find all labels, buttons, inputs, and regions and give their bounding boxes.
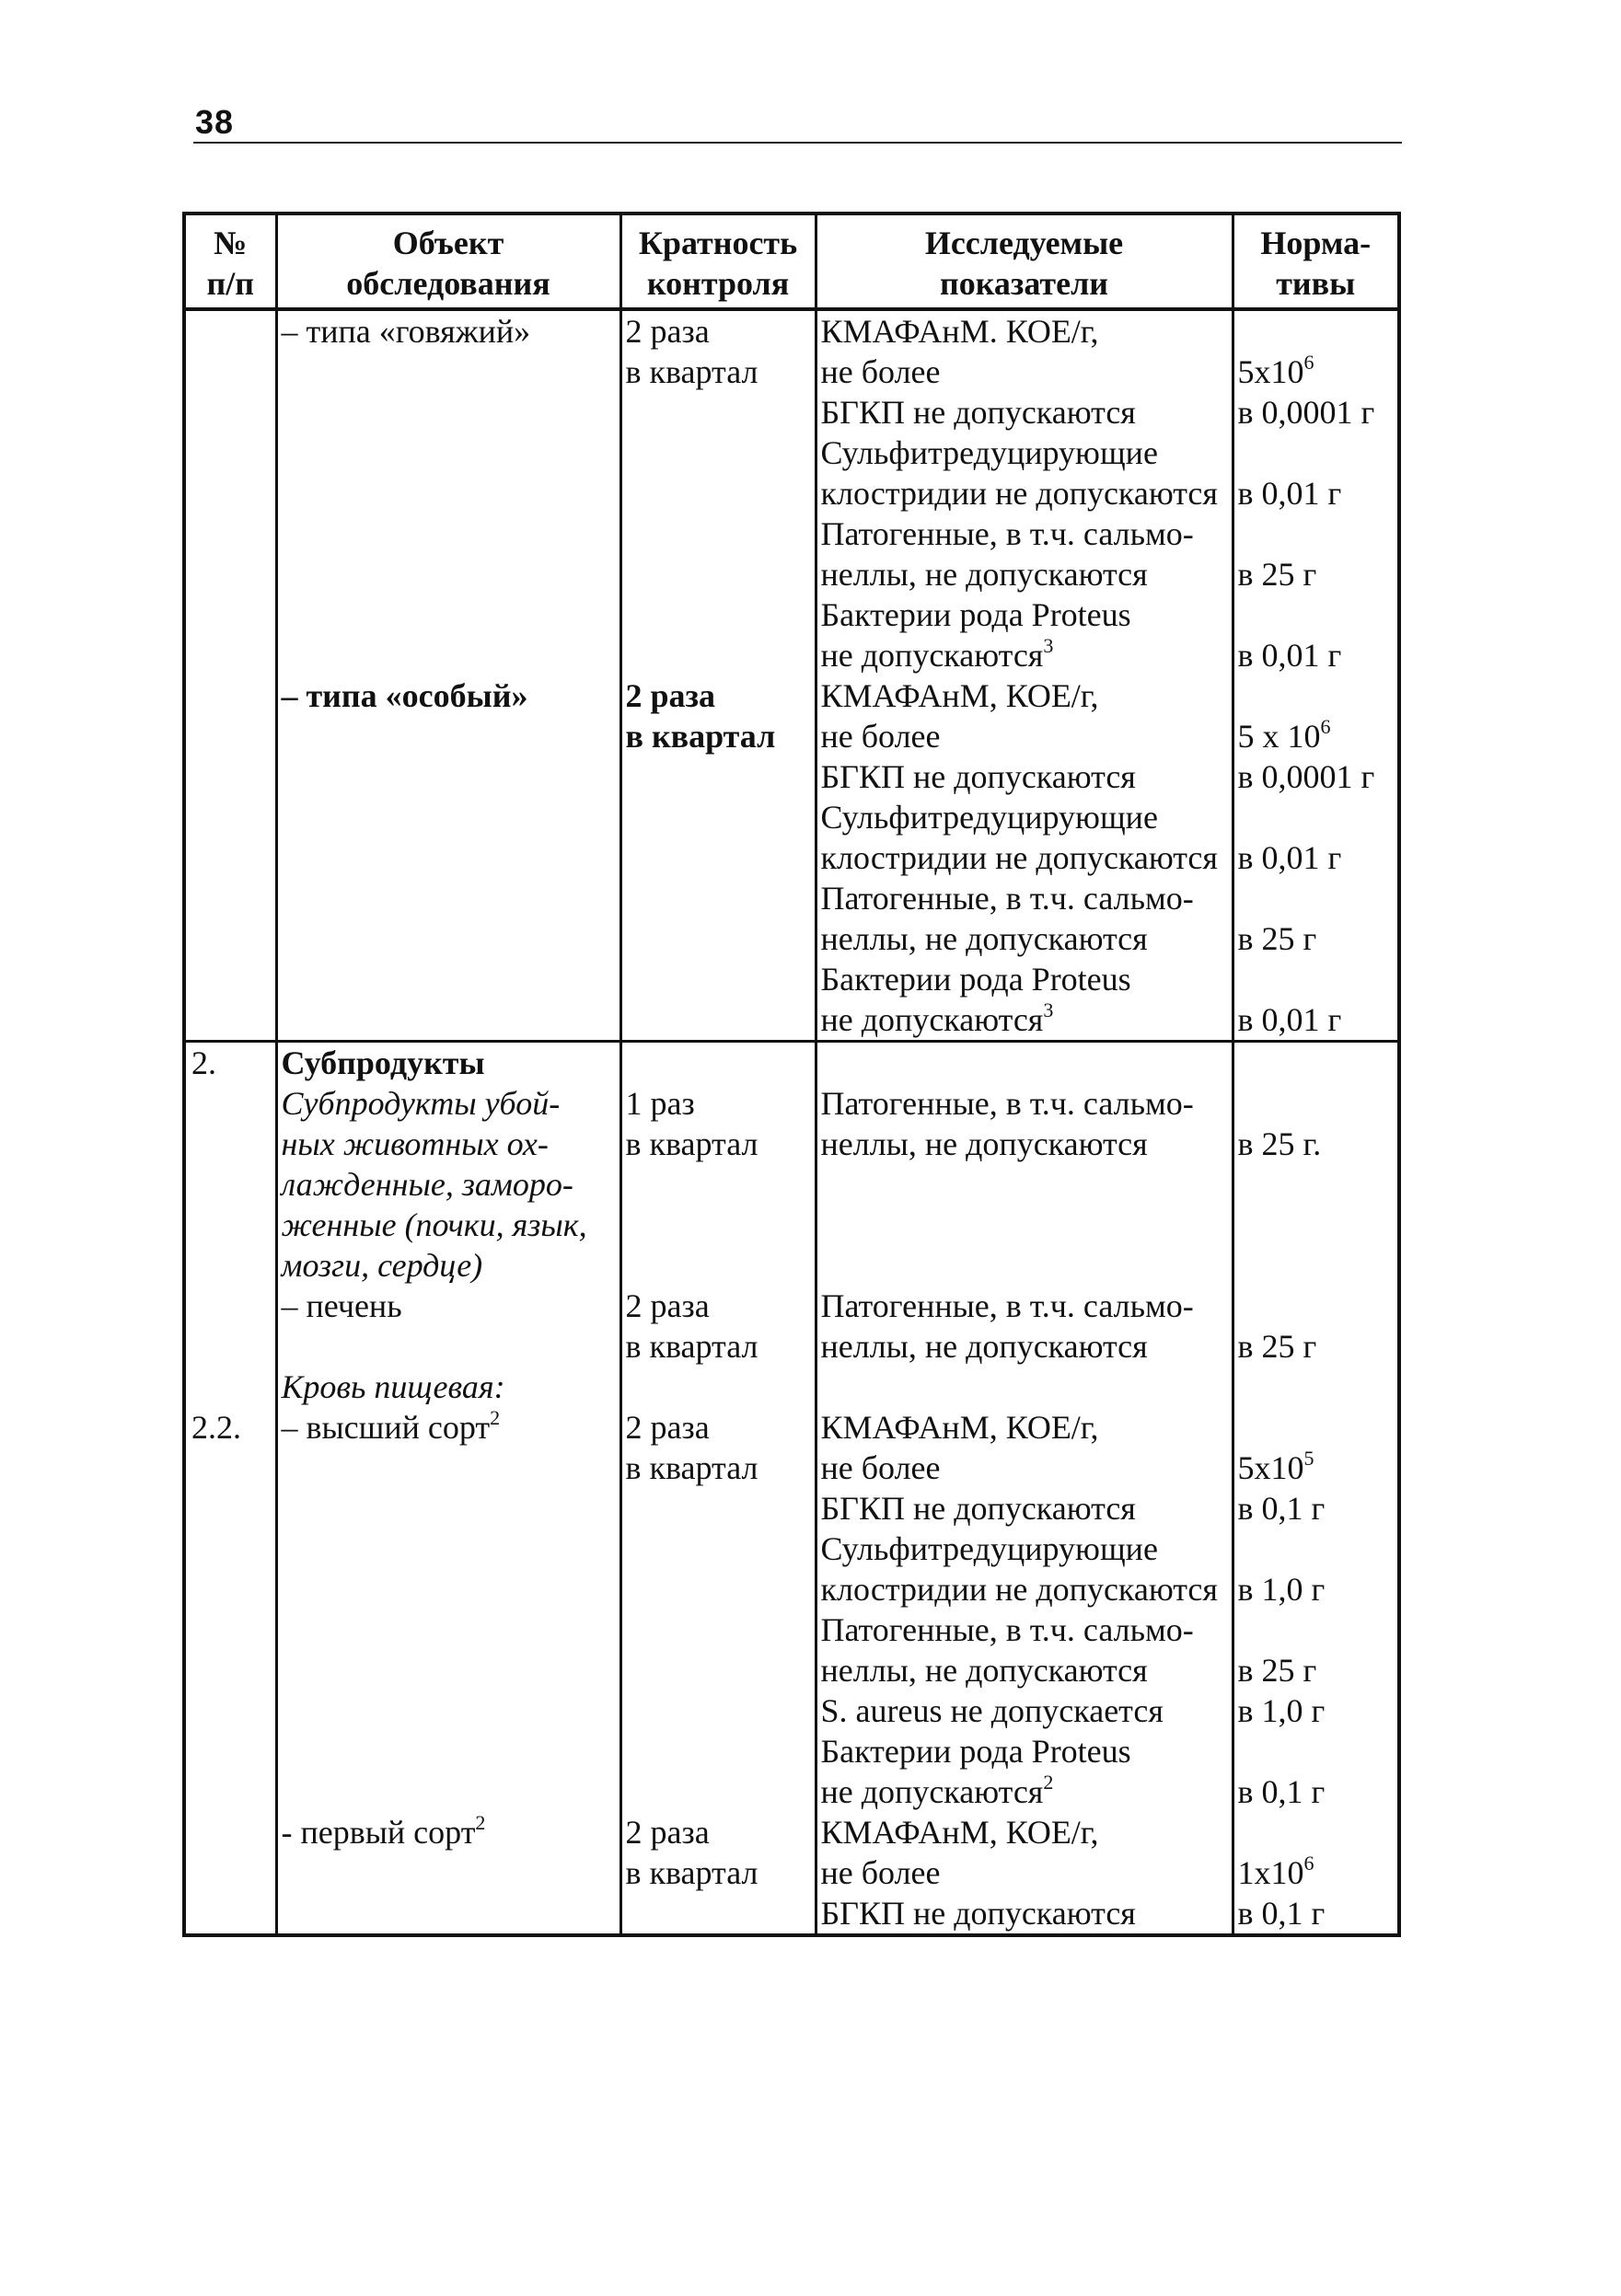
norms-cell: в 25 г. в 25 г $5x10^5$ в 0,1 г в 1,0 г в 25 г в 1,0 г в 0,1 г $1x10^6$ в 0,1 г — [1233, 1042, 1399, 1936]
frequency-cell: 2 раза в квартал 2 раза в квартал — [620, 309, 816, 1042]
header-num: № п/п — [184, 213, 276, 309]
header-frequency: Кратность контроля — [620, 213, 816, 309]
indicators-cell: КМАФАнМ. КОЕ/г, не более БГКП не допускаются Сульфитредуцирующие клостридии не допускаются Патогенные, в т.ч. сальмо- неллы, не допускаются Бактерии рода Proteus не допускаются$^3$ КМАФАнМ, КОЕ/г, не более БГКП не допускаются Сульфитредуцирующие клостридии не допускаются Патогенные, в т.ч. сальмо- неллы, не допускаются Бактерии рода Proteus не допускаются$^3$ — [816, 309, 1233, 1042]
standards-table — [182, 212, 1401, 1937]
page-number: 38 — [195, 103, 235, 141]
table-row — [184, 1042, 1399, 1936]
header-object: Объект обследования — [276, 213, 620, 309]
table-row — [184, 309, 1399, 1042]
header-norms: Норма- тивы — [1233, 213, 1399, 309]
row-num-cell: 2. 2.2. — [184, 1042, 276, 1936]
header-indicators: Исследуемые показатели — [816, 213, 1233, 309]
object-cell: Субпродукты Субпродукты убой- ных животных ох- лажденные, заморо- женные (почки, язык, мозги, сердце) – печень Кровь пищевая: – высший сорт$^2$ - первый сорт$^2$ — [276, 1042, 620, 1936]
norms-cell: $5x10^6$ в 0,0001 г в 0,01 г в 25 г в 0,01 г 5 x $10^6$ в 0,0001 г в 0,01 г в 25 г в 0,01 г — [1233, 309, 1399, 1042]
row-num-cell — [184, 309, 276, 1042]
indicators-cell: Патогенные, в т.ч. сальмо- неллы, не допускаются Патогенные, в т.ч. сальмо- неллы, не допускаются КМАФАнМ, КОЕ/г, не более БГКП не допускаются Сульфитредуцирующие клостридии не допускаются Патогенные, в т.ч. сальмо- неллы, не допускаются S. aureus не допускается Бактерии рода Proteus не допускаются$^2$ КМАФАнМ, КОЕ/г, не более БГКП не допускаются — [816, 1042, 1233, 1936]
object-cell: – типа «говяжий» – типа «особый» — [276, 309, 620, 1042]
header-rule — [193, 142, 1402, 144]
table-header-row — [184, 213, 1399, 309]
frequency-cell: 1 раз в квартал 2 раза в квартал 2 раза в квартал 2 раза в квартал — [620, 1042, 816, 1936]
